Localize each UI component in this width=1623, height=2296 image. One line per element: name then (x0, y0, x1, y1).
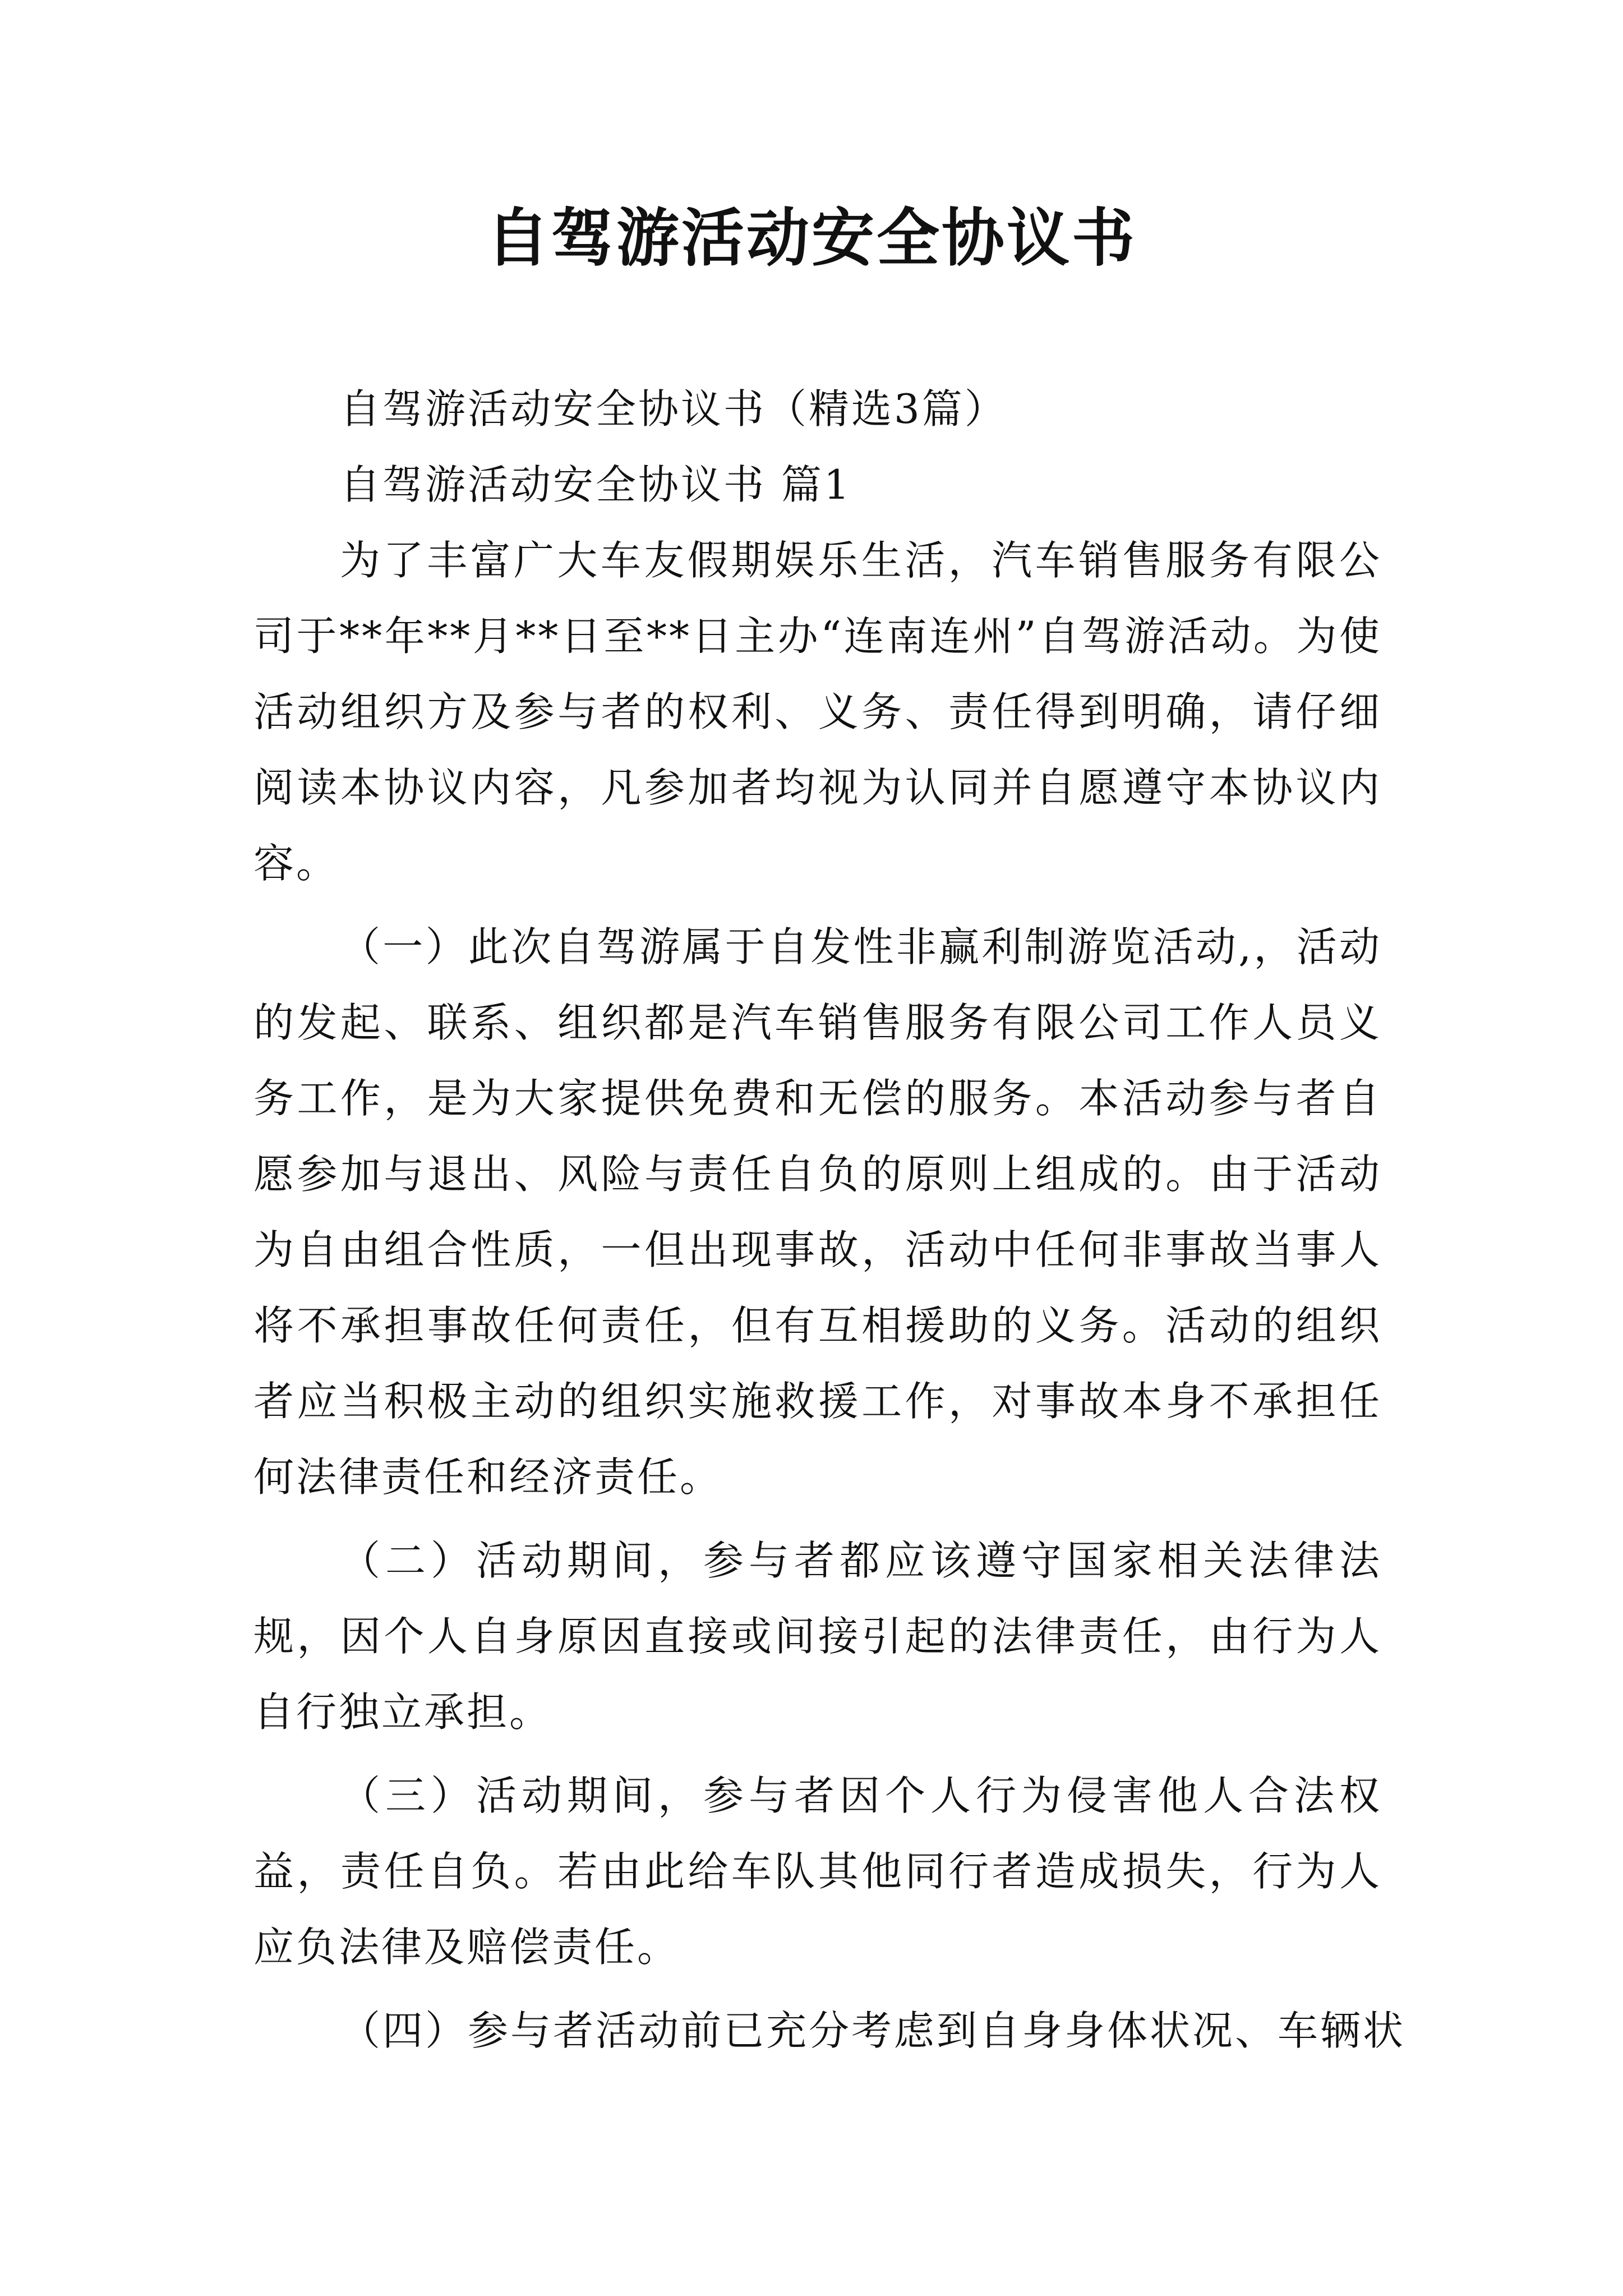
document-body (253, 371, 1406, 2069)
paragraph-clause-3: （三）活动期间，参与者因个人行为侵害他人合法权益，责任自负。若由此给车队其他同行者造成损失，行为人应负法律及赔偿责任。 (253, 1772, 1382, 1971)
subtitle: 自驾游活动安全协议书（精选3篇） (340, 385, 1007, 432)
paragraph-intro: 为了丰富广大车友假期娱乐生活，汽车销售服务有限公司于**年**月**日至**日主办“连南连州”自驾游活动。为使活动组织方及参与者的权利、义务、责任得到明确，请仔细阅读本协议内容，凡参加者均视为认同并自愿遵守本协议内容。 (253, 537, 1382, 887)
section-heading: 自驾游活动安全协议书 篇1 (340, 461, 852, 508)
paragraph-clause-2: （二）活动期间，参与者都应该遵守国家相关法律法规，因个人自身原因直接或间接引起的法律责任，由行为人自行独立承担。 (253, 1537, 1382, 1736)
paragraph-clause-1: （一）此次自驾游属于自发性非赢利制游览活动,，活动的发起、联系、组织都是汽车销售服务有限公司工作人员义务工作，是为大家提供免费和无偿的服务。本活动参与者自愿参加与退出、风险与责任自负的原则上组成的。由于活动为自由组合性质，一但出现事故，活动中任何非事故当事人将不承担事故任何责任，但有互相援助的义务。活动的组织者应当积极主动的组织实施救援工作，对事故本身不承担任何法律责任和经济责任。 (253, 923, 1382, 1501)
paragraph-clause-4: （四）参与者活动前已充分考虑到自身身体状况、车辆状 (340, 2007, 1406, 2054)
document-title: 自驾游活动安全协议书 (486, 201, 1137, 275)
